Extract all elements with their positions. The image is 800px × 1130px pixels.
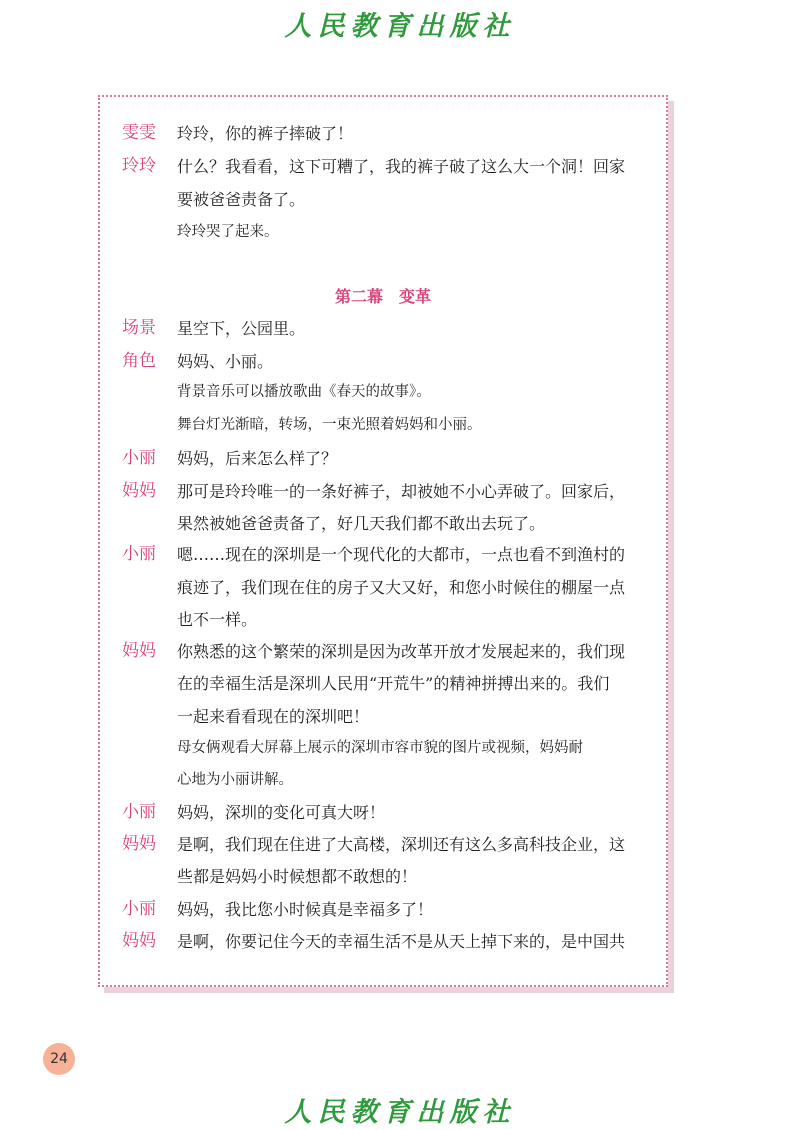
dialogue-line: 痕迹了，我们现在住的房子又大又好，和您小时候住的棚屋一点 xyxy=(177,578,626,597)
dialogue-line: 果然被她爸爸责备了，好几天我们都不敢出去玩了。 xyxy=(177,514,546,533)
speaker-label: 妈妈 xyxy=(122,931,156,951)
roles-label: 角色 xyxy=(122,351,156,371)
speaker-label: 妈妈 xyxy=(122,834,156,854)
dialogue-line: 妈妈，深圳的变化可真大呀！ xyxy=(177,803,386,822)
dialogue-line: 也不一样。 xyxy=(177,610,258,629)
dialogue-line: 在的幸福生活是深圳人民用“开荒牛”的精神拼搏出来的。我们 xyxy=(177,674,610,693)
act-title: 第二幕 变革 xyxy=(334,287,431,306)
speaker-label: 玲玲 xyxy=(122,156,156,176)
speaker-label: 小丽 xyxy=(122,544,156,564)
speaker-label: 小丽 xyxy=(122,802,156,822)
publisher-watermark-bottom: 人民教育出版社 xyxy=(284,1097,516,1128)
dialogue-line: 玲玲，你的裤子摔破了！ xyxy=(177,124,354,143)
page-number: 24 xyxy=(43,1043,75,1075)
stage-direction: 心地为小丽讲解。 xyxy=(177,772,293,788)
scene-label: 场景 xyxy=(122,318,156,338)
publisher-watermark-top: 人民教育出版社 xyxy=(284,11,516,42)
dialogue-line: 你熟悉的这个繁荣的深圳是因为改革开放才发展起来的，我们现 xyxy=(177,642,626,661)
stage-direction: 玲玲哭了起来。 xyxy=(177,224,279,240)
dialogue-line: 些都是妈妈小时候想都不敢想的！ xyxy=(177,867,418,886)
dialogue-line: 妈妈，我比您小时候真是幸福多了！ xyxy=(177,900,434,919)
dialogue-line: 是啊，我们现在住进了大高楼，深圳还有这么多高科技企业，这 xyxy=(177,835,626,854)
stage-direction: 背景音乐可以播放歌曲《春天的故事》。 xyxy=(177,384,431,400)
speaker-label: 小丽 xyxy=(122,899,156,919)
dialogue-line: 什么？我看看，这下可糟了，我的裤子破了这么大一个洞！回家 xyxy=(177,157,626,176)
dialogue-line: 要被爸爸责备了。 xyxy=(177,190,306,209)
stage-direction: 舞台灯光渐暗，转场，一束光照着妈妈和小丽。 xyxy=(177,417,482,433)
dialogue-line: 一起来看看现在的深圳吧！ xyxy=(177,707,370,726)
scene-text: 星空下，公园里。 xyxy=(177,319,306,338)
speaker-label: 雯雯 xyxy=(122,123,156,143)
roles-text: 妈妈、小丽。 xyxy=(177,352,274,371)
dialogue-line: 妈妈，后来怎么样了？ xyxy=(177,449,338,468)
speaker-label: 妈妈 xyxy=(122,481,156,501)
speaker-label: 妈妈 xyxy=(122,641,156,661)
dialogue-line: 那可是玲玲唯一的一条好裤子，却被她不小心弄破了。回家后， xyxy=(177,482,626,501)
stage-direction: 母女俩观看大屏幕上展示的深圳市容市貌的图片或视频，妈妈耐 xyxy=(177,740,583,756)
dialogue-line: 嗯……现在的深圳是一个现代化的大都市，一点也看不到渔村的 xyxy=(177,545,626,564)
speaker-label: 小丽 xyxy=(122,448,156,468)
dialogue-line: 是啊，你要记住今天的幸福生活不是从天上掉下来的，是中国共 xyxy=(177,932,626,951)
